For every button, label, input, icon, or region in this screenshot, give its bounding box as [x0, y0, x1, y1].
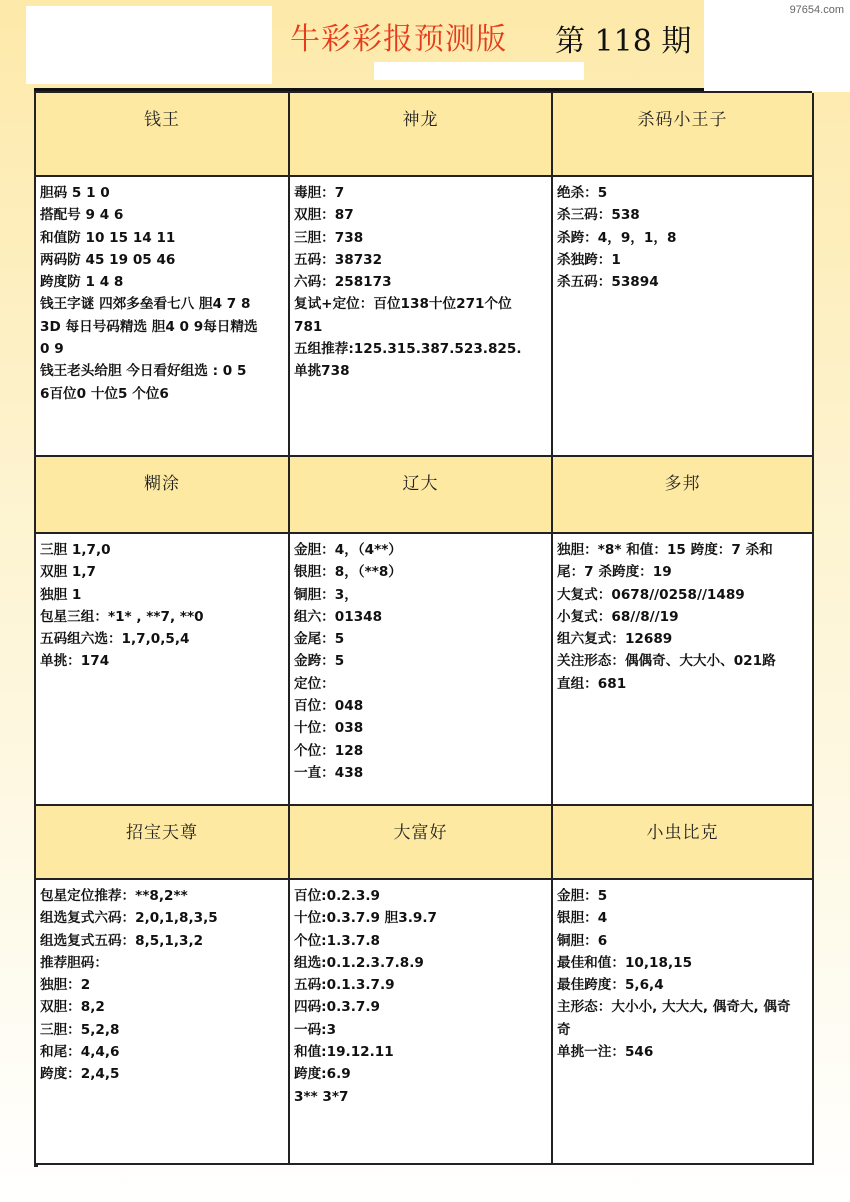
prediction-line: 杀跨：4，9，1，8: [557, 229, 677, 246]
prediction-line: 钱王老头给胆 今日看好组选 : 0 5: [40, 363, 247, 380]
prediction-line: 跨度防 1 4 8: [40, 274, 124, 291]
prediction-line: 杀三码：538: [557, 207, 640, 224]
prediction-line: 包星定位推荐：**8,2**: [40, 888, 188, 904]
prediction-line: 金胆：4，（4**）: [294, 542, 402, 558]
prediction-line: 双胆：8,2: [40, 999, 105, 1016]
prediction-line: 五码组六选：1,7,0,5,4: [40, 631, 190, 648]
prediction-line: 主形态：大小小, 大大大, 偶奇大, 偶奇: [557, 999, 791, 1016]
prediction-line: 双胆：87: [294, 207, 354, 224]
prediction-line: 和值防 10 15 14 11: [40, 229, 176, 246]
prediction-cell: [36, 177, 290, 457]
prediction-line: 三胆 1,7,0: [40, 542, 111, 558]
prediction-cell: [36, 880, 290, 1165]
blank-logo-box: [26, 6, 272, 84]
prediction-line: 最佳和值：10,18,15: [557, 954, 693, 971]
prediction-line: 独胆：2: [40, 977, 91, 994]
prediction-line: 铜胆：3，: [294, 586, 358, 603]
prediction-line: 杀五码：53894: [557, 274, 659, 291]
prediction-line: 大复式：0678//0258//1489: [557, 586, 745, 603]
prediction-line: 钱王字谜 四郊多垒看七八 胆4 7 8: [40, 296, 251, 313]
blank-subtitle-box: [374, 62, 584, 80]
expert-name: 多邦: [553, 457, 814, 534]
prediction-cell: [290, 534, 553, 806]
prediction-line: 个位:1.3.7.8: [294, 932, 380, 949]
prediction-line: 0 9: [40, 341, 64, 358]
prediction-line: 毒胆：7: [294, 185, 345, 201]
prediction-line: 781: [294, 318, 323, 335]
prediction-line: 独胆 1: [40, 586, 82, 603]
prediction-line: 3** 3*7: [294, 1088, 349, 1105]
prediction-cell: [290, 177, 553, 457]
prediction-line: 六码：258173: [294, 274, 392, 291]
prediction-line: 组选复式六码：2,0,1,8,3,5: [40, 910, 218, 927]
prediction-line: 一码:3: [294, 1021, 337, 1038]
prediction-line: 十位:0.3.7.9 胆3.9.7: [294, 910, 437, 927]
prediction-line: 关注形态：偶偶奇、大大小、021路: [557, 653, 776, 670]
prediction-line: 五码:0.1.3.7.9: [294, 977, 395, 994]
prediction-line: 单挑738: [294, 363, 350, 380]
prediction-line: 跨度:6.9: [294, 1066, 351, 1083]
prediction-line: 百位:0.2.3.9: [294, 888, 380, 904]
expert-name: 小虫比克: [553, 806, 814, 880]
prediction-line: 包星三组：*1* , **7, **0: [40, 608, 204, 625]
expert-name: 大富好: [290, 806, 553, 880]
prediction-line: 组选复式五码：8,5,1,3,2: [40, 932, 204, 949]
prediction-line: 单挑：174: [40, 653, 110, 670]
prediction-line: 金跨：5: [294, 653, 345, 670]
issue-number: 第 118 期: [555, 24, 692, 59]
prediction-line: 最佳跨度：5,6,4: [557, 977, 664, 994]
prediction-grid: [34, 91, 812, 1163]
prediction-line: 直组：681: [557, 675, 627, 692]
prediction-line: 金尾：5: [294, 631, 345, 648]
prediction-line: 金胆：5: [557, 888, 608, 904]
prediction-line: 五组推荐:125.315.387.523.825.: [294, 341, 522, 358]
prediction-line: 个位：128: [294, 742, 364, 759]
prediction-line: 三胆：738: [294, 229, 364, 246]
prediction-line: 定位：: [294, 675, 335, 692]
prediction-line: 跨度：2,4,5: [40, 1066, 120, 1083]
prediction-line: 组六复式：12689: [557, 631, 673, 648]
prediction-cell: [290, 880, 553, 1165]
prediction-line: 百位：048: [294, 698, 364, 715]
expert-name: 糊涂: [36, 457, 290, 534]
page-title: 牛彩彩报预测版: [290, 22, 507, 57]
prediction-line: 推荐胆码：: [40, 954, 108, 971]
expert-name: 神龙: [290, 93, 553, 177]
prediction-line: 绝杀：5: [557, 185, 608, 201]
prediction-cell: [36, 534, 290, 806]
prediction-line: 和值:19.12.11: [294, 1044, 394, 1061]
prediction-line: 银胆：4: [557, 910, 608, 927]
prediction-line: 杀独跨：1: [557, 251, 621, 268]
prediction-line: 尾：7 杀跨度：19: [557, 564, 672, 581]
prediction-line: 双胆 1,7: [40, 564, 97, 581]
prediction-line: 五码：38732: [294, 251, 383, 268]
prediction-line: 复试+定位：百位138十位271个位: [294, 296, 512, 313]
expert-name: 辽大: [290, 457, 553, 534]
prediction-cell: [553, 880, 814, 1165]
prediction-line: 组六：01348: [294, 608, 383, 625]
prediction-line: 6百位0 十位5 个位6: [40, 385, 169, 402]
prediction-line: 两码防 45 19 05 46: [40, 251, 176, 268]
expert-name: 招宝天尊: [36, 806, 290, 880]
corner-mark: [34, 1163, 38, 1167]
prediction-line: 单挑一注：546: [557, 1044, 654, 1061]
watermark: 97654.com: [789, 4, 844, 16]
prediction-line: 3D 每日号码精选 胆4 0 9每日精选: [40, 318, 258, 335]
expert-name: 钱王: [36, 93, 290, 177]
prediction-cell: [553, 534, 814, 806]
prediction-line: 小复式：68//8//19: [557, 608, 679, 625]
prediction-line: 四码:0.3.7.9: [294, 999, 380, 1016]
prediction-line: 铜胆：6: [557, 932, 608, 949]
prediction-line: 独胆：*8* 和值：15 跨度：7 杀和: [557, 542, 773, 558]
prediction-cell: [553, 177, 814, 457]
prediction-line: 胆码 5 1 0: [40, 185, 110, 201]
prediction-line: 一直：438: [294, 764, 364, 781]
prediction-line: 搭配号 9 4 6: [40, 207, 124, 224]
prediction-line: 十位：038: [294, 720, 364, 737]
prediction-line: 组选:0.1.2.3.7.8.9: [294, 954, 424, 971]
prediction-line: 三胆：5,2,8: [40, 1021, 120, 1038]
prediction-line: 和尾：4,4,6: [40, 1044, 120, 1061]
prediction-line: 银胆：8，（**8）: [294, 564, 402, 581]
prediction-line: 奇: [557, 1021, 571, 1038]
expert-name: 杀码小王子: [553, 93, 814, 177]
